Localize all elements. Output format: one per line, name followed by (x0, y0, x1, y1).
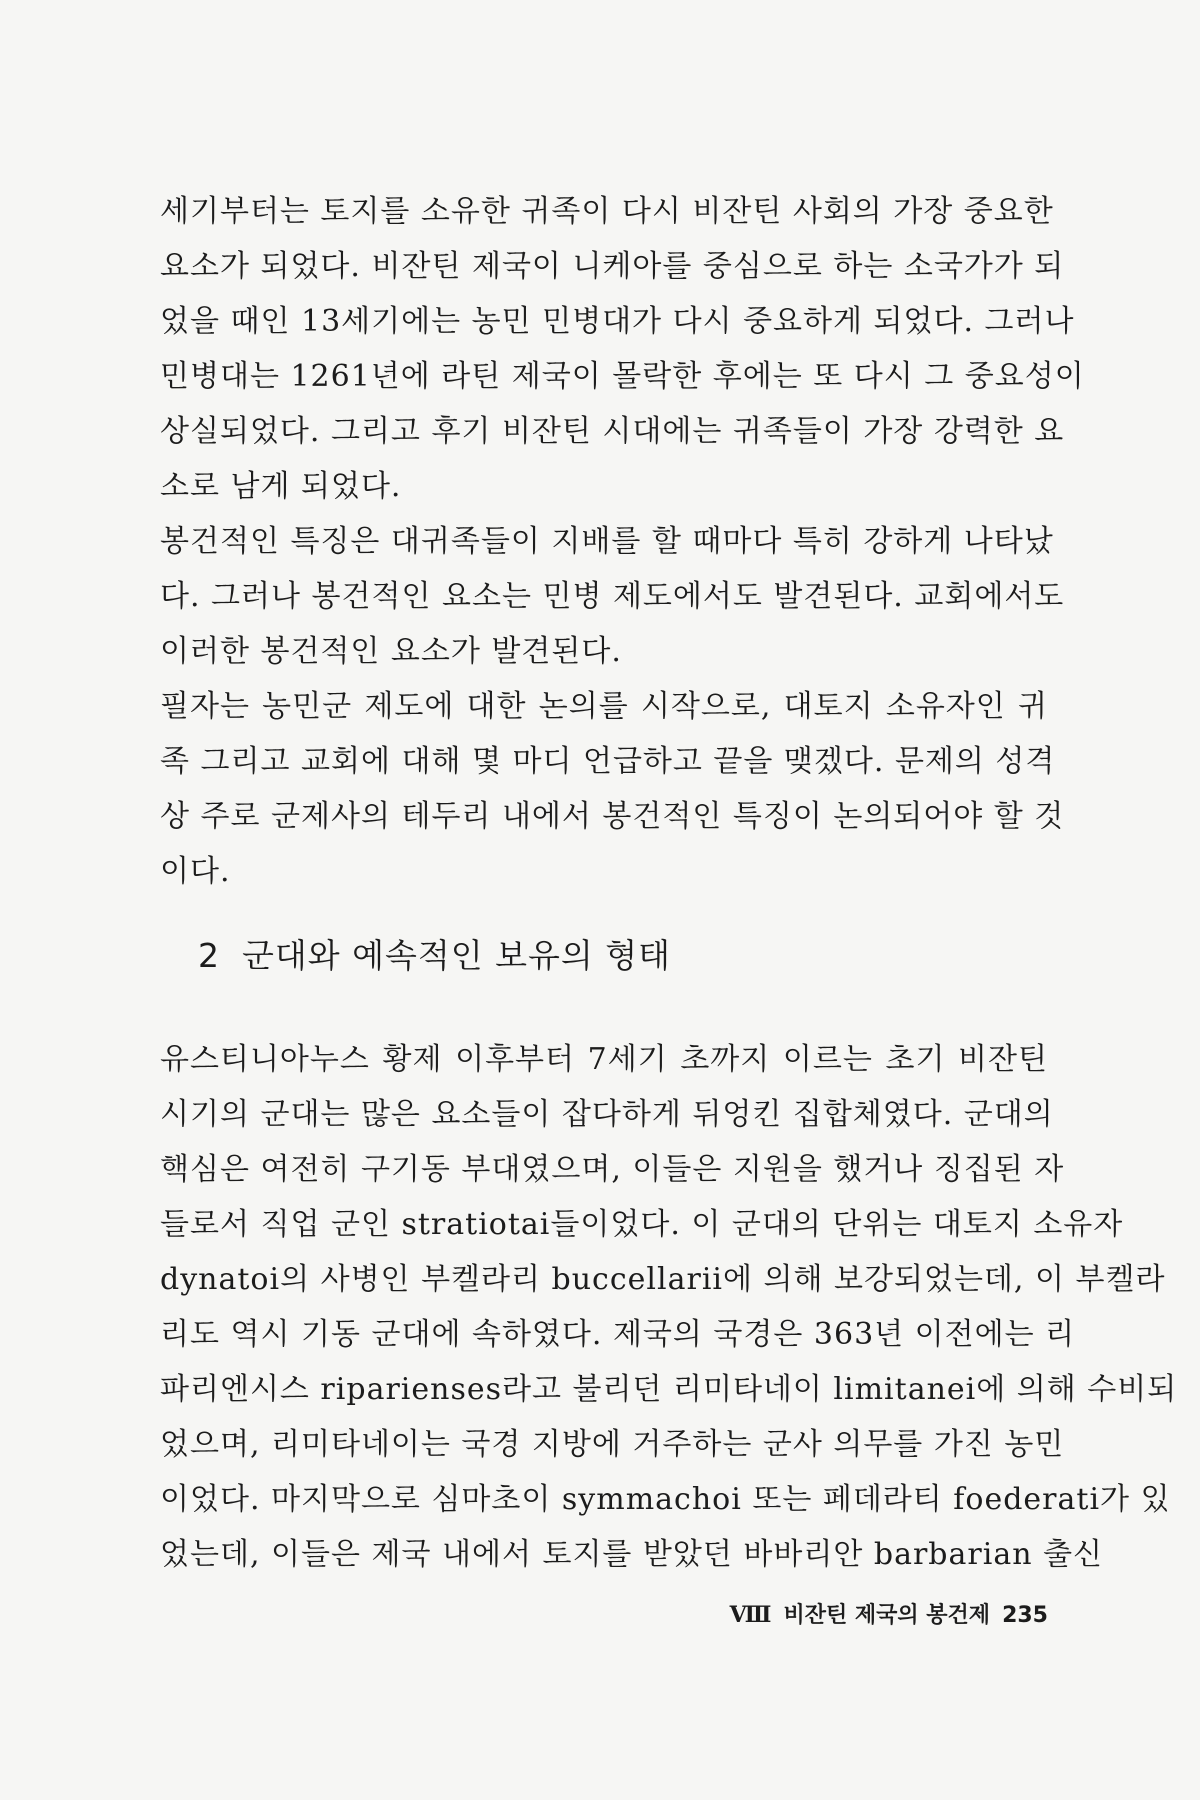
text-line: 시기의 군대는 많은 요소들이 잡다하게 뒤엉킨 집합체였다. 군대의 (160, 1097, 1054, 1132)
text-line: 다. 그러나 봉건적인 요소는 민병 제도에서도 발견된다. 교회에서도 (160, 579, 1065, 614)
text-line: 봉건적인 특징은 대귀족들이 지배를 할 때마다 특히 강하게 나타났 (160, 524, 1054, 559)
text-line: 이었다. 마지막으로 심마초이 symmachoi 또는 페데라티 foederati가 있 (160, 1482, 1171, 1517)
text-line: 핵심은 여전히 구기동 부대였으며, 이들은 지원을 했거나 징집된 자 (160, 1152, 1065, 1187)
text-line: 었는데, 이들은 제국 내에서 토지를 받았던 바바리안 barbarian 출신 (160, 1537, 1104, 1572)
text-line: 요소가 되었다. 비잔틴 제국이 니케아를 중심으로 하는 소국가가 되 (160, 249, 1065, 284)
text-line: dynatoi의 사병인 부켈라리 buccellarii에 의해 보강되었는데, 이 부켈라 (160, 1262, 1166, 1297)
text-line: 세기부터는 토지를 소유한 귀족이 다시 비잔틴 사회의 가장 중요한 (160, 194, 1054, 229)
text-line: 리도 역시 기동 군대에 속하였다. 제국의 국경은 363년 이전에는 리 (160, 1317, 1076, 1352)
running-footer (730, 1598, 1048, 1629)
text-line: 상실되었다. 그리고 후기 비잔틴 시대에는 귀족들이 가장 강력한 요 (160, 414, 1065, 449)
text-line: 었으며, 리미타네이는 국경 지방에 거주하는 군사 의무를 가진 농민 (160, 1427, 1065, 1462)
text-line: 소로 남게 되었다. (160, 469, 402, 504)
text-line: 상 주로 군제사의 테두리 내에서 봉건적인 특징이 논의되어야 할 것 (160, 799, 1065, 834)
text-line: 필자는 농민군 제도에 대한 논의를 시작으로, 대토지 소유자인 귀 (160, 689, 1048, 724)
chapter-numeral: Ⅷ (729, 1602, 772, 1628)
text-line: 민병대는 1261년에 라틴 제국이 몰락한 후에는 또 다시 그 중요성이 (160, 359, 1085, 394)
body-text-top (160, 184, 1085, 899)
text-line: 들로서 직업 군인 stratiotai들이었다. 이 군대의 단위는 대토지 소유자 (160, 1207, 1124, 1242)
text-line: 파리엔시스 riparienses라고 불리던 리미타네이 limitanei에 의해 수비되 (160, 1372, 1178, 1407)
section-number: 2 (198, 936, 220, 975)
chapter-title: 비잔틴 제국의 봉건제 (783, 1603, 991, 1628)
text-line: 이다. (160, 854, 231, 889)
section-title: 군대와 예속적인 보유의 형태 (242, 936, 672, 975)
text-line: 유스티니아누스 황제 이후부터 7세기 초까지 이르는 초기 비잔틴 (160, 1042, 1048, 1077)
text-line: 이러한 봉건적인 요소가 발견된다. (160, 634, 622, 669)
section-heading (198, 930, 671, 977)
text-line: 족 그리고 교회에 대해 몇 마디 언급하고 끝을 맺겠다. 문제의 성격 (160, 744, 1056, 779)
page-number: 235 (1002, 1603, 1048, 1628)
body-text-bottom (160, 1032, 1178, 1582)
text-line: 었을 때인 13세기에는 농민 민병대가 다시 중요하게 되었다. 그러나 (160, 304, 1075, 339)
